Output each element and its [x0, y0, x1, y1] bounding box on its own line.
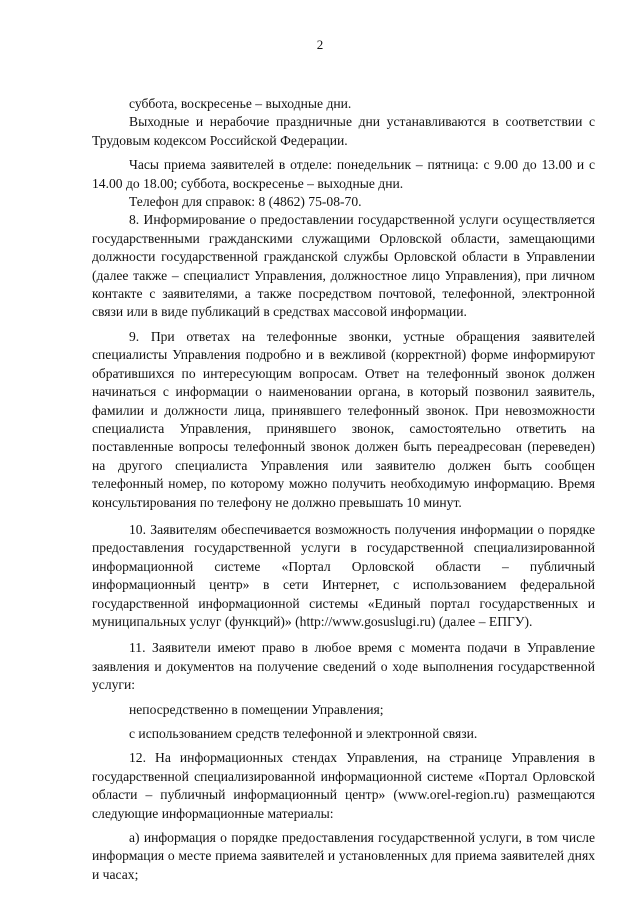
paragraph-weekend-days: суббота, воскресенье – выходные дни.	[129, 96, 352, 111]
paragraph-item-8: 8. Информирование о предоставлении государственной услуги осуществляется государственными гражданскими служащими Орловской области, замещающими должности государственной гражданской службы Орловской области в Управлении (далее также – специалист Управления, должностное лицо Управления), при личном контакте с заявителями, а также посредством почтовой, телефонной, электронной связи или в виде публикаций в средствах массовой информации.	[92, 212, 595, 320]
page-number: 2	[316, 37, 324, 52]
paragraph-item-9: 9. При ответах на телефонные звонки, устные обращения заявителей специалисты Управления подробно и в вежливой (корректной) форме информируют обратившихся по интересующим вопросам. Ответ на телефонный звонок должен начинаться с информации о наименовании органа, в который позвонил заявитель, фамилии и должности лица, принявшего телефонный звонок. При невозможности специалиста Управления, принявшего звонок, самостоятельно ответить на поставленные вопросы телефонный звонок должен быть переадресован (переведен) на другого специалиста Управления или заявителю должен быть сообщен телефонный номер, по которому можно получить необходимую информацию. Время консультирования по телефону не должно превышать 10 минут.	[92, 328, 595, 510]
paragraph-phone: Телефон для справок: 8 (4862) 75-08-70.	[129, 194, 362, 210]
paragraph-reception-hours: Часы приема заявителей в отделе: понедельник – пятница: с 9.00 до 13.00 и с 14.00 до 18.00; суббота, воскресенье – выходные дни.	[92, 157, 595, 191]
paragraph-by-phone-email: с использованием средств телефонной и электронной связи.	[129, 726, 478, 741]
paragraph-item-12: 12. На информационных стендах Управления, на странице Управления в государственной специализированной информационной системе «Портал Орловской области – публичный информационный центр» (www.orel-region.ru) размещаются следующие информационные материалы:	[92, 750, 595, 821]
paragraph-holidays: Выходные и нерабочие праздничные дни устанавливаются в соответствии с Трудовым кодексом Российской Федерации.	[92, 114, 595, 148]
paragraph-item-10: 10. Заявителям обеспечивается возможность получения информации о порядке предоставления государственной услуги в государственной специализированной информационной системе «Портал Орловской области – публичный информационный центр» в сети Интернет, с использованием федеральной государственной информационной системы «Единый портал государственных и муниципальных услуг (функций)» (http://www.gosuslugi.ru) (далее – ЕПГУ).	[92, 521, 595, 629]
paragraph-in-office: непосредственно в помещении Управления;	[129, 701, 384, 717]
paragraph-item-12a: а) информация о порядке предоставления государственной услуги, в том числе информация о месте приема заявителей и установленных для приема заявителей днях и часах;	[92, 830, 595, 882]
paragraph-item-11: 11. Заявители имеют право в любое время с момента подачи в Управление заявления и документов на получение сведений о ходе выполнения государственной услуги:	[92, 640, 595, 693]
document-body	[92, 95, 595, 884]
